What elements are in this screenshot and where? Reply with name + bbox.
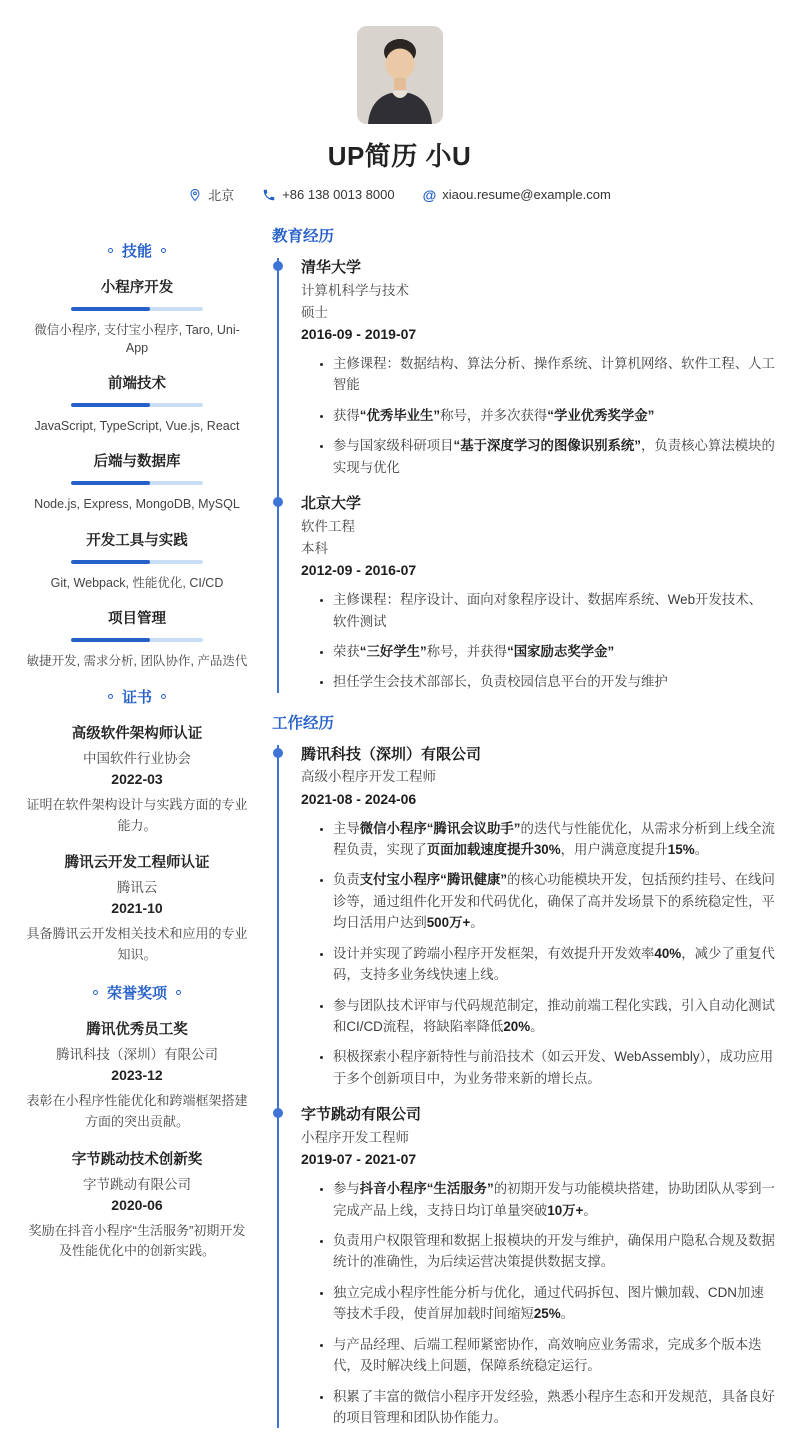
avatar [357, 26, 443, 124]
main-column [272, 224, 775, 1446]
plain-text: 的初期开发与功能模块搭建，协助团队从零到一完成产品上线，支持日均订单量突破 [333, 1181, 775, 1218]
highlight-text: 25% [533, 1306, 561, 1322]
work-bullet [333, 995, 775, 1038]
timeline-dot-icon [273, 497, 283, 507]
plain-text: 主修课程：程序设计、面向对象程序设计、数据库系统、Web开发技术、软件测试 [333, 592, 763, 629]
skill-detail: JavaScript, TypeScript, Vue.js, React [34, 419, 240, 434]
work-period: 2021-08 - 2024-06 [301, 790, 417, 807]
education-entry [279, 258, 775, 478]
honor-desc: 奖励在抖音小程序“生活服务”初期开发及性能优化中的创新实践。 [28, 1222, 246, 1259]
work-section [272, 711, 775, 1429]
skill-name: 项目管理 [108, 610, 166, 627]
dot-icon [161, 248, 166, 253]
sidebar [24, 224, 250, 1446]
resume-body [0, 224, 799, 1446]
plain-text: 。 [470, 915, 484, 931]
skill-detail: 微信小程序, 支付宝小程序, Taro, Uni-App [34, 323, 240, 356]
skill-detail: 敏捷开发, 需求分析, 团队协作, 产品迭代 [26, 653, 248, 668]
work-bullet [333, 869, 775, 933]
timeline-dot-icon [273, 1108, 283, 1118]
work-section-title: 工作经历 [272, 714, 335, 732]
education-section-title: 教育经历 [272, 228, 335, 245]
plain-text: 主修课程：数据结构、算法分析、操作系统、计算机网络、软件工程、人工智能 [333, 355, 775, 393]
work-bullet [333, 1178, 775, 1221]
dot-icon [108, 694, 113, 699]
plain-text: 积极探索小程序新特性与前沿技术（如云开发、WebAssembly），成功应用于多个创新项目中，为业务带来新的增长点。 [333, 1049, 774, 1086]
school-name: 清华大学 [301, 259, 362, 276]
education-bullet-list [301, 353, 775, 478]
email-text: xiaou.resume@example.com [442, 187, 611, 202]
skill-item [24, 450, 250, 513]
plain-text: 。 [694, 841, 708, 857]
highlight-text: 15% [667, 841, 695, 857]
location-pin-icon [188, 188, 202, 202]
highlight-text: “学业优秀奖学金” [547, 407, 655, 423]
skill-bar [71, 638, 203, 642]
education-timeline [277, 258, 775, 693]
education-bullet [333, 405, 775, 426]
work-bullet [333, 1046, 775, 1089]
work-bullet [333, 818, 775, 861]
work-bullet [333, 1230, 775, 1273]
skill-item [24, 529, 250, 592]
education-bullet [333, 435, 775, 478]
work-bullet-list [301, 1178, 775, 1428]
role-text: 小程序开发工程师 [301, 1129, 409, 1145]
certificates-section-title [24, 686, 250, 707]
honors-section [24, 982, 250, 1262]
plain-text: 与产品经理、后端工程师紧密协作，高效响应业务需求，完成多个版本迭代，及时解决线上问题，保障系统稳定运行。 [333, 1336, 762, 1374]
plain-text: 的核心功能模块开发，包括预约挂号、在线问诊等，通过组件化开发和代码优化，确保了高并发场景下的系统稳定性，平均日活用户达到 [333, 872, 775, 931]
honor-date: 2023-12 [111, 1066, 163, 1083]
education-bullet [333, 671, 775, 692]
skill-name: 前端技术 [108, 376, 166, 393]
contact-location [188, 185, 234, 204]
plain-text: 参与 [333, 1181, 360, 1197]
company-name: 腾讯科技（深圳）有限公司 [301, 745, 482, 763]
highlight-text: 支付宝小程序“腾讯健康” [359, 872, 508, 888]
work-bullet [333, 1334, 775, 1377]
education-bullet-list [301, 589, 775, 693]
candidate-name: UP简历 小U [327, 141, 472, 171]
education-period: 2012-09 - 2016-07 [301, 562, 417, 579]
highlight-text: “国家励志奖学金” [507, 643, 615, 659]
education-period: 2016-09 - 2019-07 [301, 325, 417, 342]
honor-name: 腾讯优秀员工奖 [86, 1021, 188, 1038]
skill-bar-fill [71, 560, 150, 564]
work-timeline [277, 745, 775, 1429]
plain-text: 的迭代与性能优化，从需求分析到上线全流程负责，实现了 [333, 820, 775, 857]
work-period: 2019-07 - 2021-07 [301, 1151, 417, 1168]
certificate-desc: 具备腾讯云开发相关技术和应用的专业知识。 [26, 926, 248, 963]
plain-text: 荣获 [333, 643, 360, 659]
work-bullet [333, 1386, 775, 1429]
plain-text: 参与国家级科研项目 [333, 438, 454, 454]
highlight-text: 10万+ [547, 1202, 584, 1218]
timeline-dot-icon [273, 748, 283, 758]
plain-text: ，负责核心算法模块的实现与优化 [333, 438, 775, 475]
location-text: 北京 [208, 188, 235, 203]
highlight-text: 500万+ [426, 915, 471, 931]
highlight-text: 页面加载速度提升30% [426, 841, 561, 857]
skill-name: 小程序开发 [100, 280, 174, 296]
highlight-text: “三好学生” [359, 643, 427, 659]
role-text: 高级小程序开发工程师 [301, 769, 436, 785]
dot-icon [93, 990, 98, 995]
skill-name: 开发工具与实践 [86, 532, 188, 549]
honor-date: 2020-06 [111, 1196, 163, 1213]
degree-text: 本科 [301, 540, 328, 556]
skill-bar-fill [71, 638, 150, 642]
plain-text: 积累了丰富的微信小程序开发经验，熟悉小程序生态和开发规范，具备良好的项目管理和团队协作能力。 [333, 1388, 775, 1425]
skills-section-title [24, 240, 250, 261]
skill-name: 后端与数据库 [93, 454, 181, 471]
certificates-title-text: 证书 [121, 688, 152, 706]
education-bullet [333, 353, 775, 396]
work-entry [279, 1105, 775, 1428]
skill-item [24, 372, 250, 435]
skill-bar-fill [71, 481, 150, 485]
education-bullet [333, 641, 775, 662]
skill-detail: Node.js, Express, MongoDB, MySQL [34, 497, 240, 512]
skill-bar-fill [71, 307, 150, 311]
skills-section [24, 240, 250, 670]
work-bullet [333, 1282, 775, 1325]
plain-text: 负责 [333, 872, 360, 888]
skill-bar [71, 560, 203, 564]
honor-issuer: 字节跳动有限公司 [83, 1176, 191, 1192]
contact-email [423, 187, 611, 203]
highlight-text: 20% [503, 1019, 531, 1035]
certificate-date: 2022-03 [111, 770, 163, 787]
skill-bar [71, 403, 203, 407]
skills-title-text: 技能 [121, 243, 152, 260]
skill-item [24, 607, 250, 670]
honor-desc: 表彰在小程序性能优化和跨端框架搭建方面的突出贡献。 [26, 1092, 248, 1129]
plain-text: 。 [560, 1306, 575, 1322]
contact-row [0, 185, 799, 204]
work-bullet [333, 943, 775, 986]
plain-text: 担任学生会技术部部长，负责校园信息平台的开发与维护 [333, 674, 668, 690]
plain-text: 。 [583, 1202, 597, 1218]
certificates-section [24, 686, 250, 966]
plain-text: 称号，并多次获得 [440, 407, 548, 423]
plain-text: 主导 [333, 820, 360, 836]
honors-section-title [24, 982, 250, 1003]
highlight-text: 抖音小程序“生活服务” [359, 1181, 494, 1197]
skill-bar [71, 481, 203, 485]
certificate-date: 2021-10 [111, 900, 163, 917]
certificate-name: 高级软件架构师认证 [71, 725, 203, 742]
plain-text: 称号，并获得 [426, 643, 508, 659]
phone-icon [262, 188, 276, 202]
education-bullet [333, 589, 775, 632]
honor-item [24, 1148, 250, 1263]
honors-title-text: 荣誉奖项 [106, 984, 167, 1002]
plain-text: ，减少了重复代码，支持多业务线快速上线。 [333, 945, 775, 983]
company-name: 字节跳动有限公司 [301, 1106, 422, 1124]
certificate-name: 腾讯云开发工程师认证 [64, 855, 210, 872]
plain-text: 独立完成小程序性能分析与优化，通过代码拆包、图片懒加载、CDN加速等技术手段，使首屏加载时间缩短 [333, 1284, 764, 1322]
highlight-text: “基于深度学习的图像识别系统” [453, 438, 641, 454]
phone-text: +86 138 0013 8000 [282, 187, 395, 202]
major-text: 计算机科学与技术 [301, 282, 409, 298]
honor-item [24, 1018, 250, 1133]
certificate-item [24, 722, 250, 837]
skill-bar [71, 307, 203, 311]
dot-icon [176, 990, 181, 995]
certificate-desc: 证明在软件架构设计与实践方面的专业能力。 [26, 796, 248, 833]
highlight-text: “优秀毕业生” [359, 407, 441, 423]
plain-text: 参与团队技术评审与代码规范制定，推动前端工程化实践，引入自动化测试和CI/CD流程，将缺陷率降低 [333, 997, 775, 1035]
certificate-issuer: 腾讯云 [116, 880, 158, 896]
plain-text: ，用户满意度提升 [560, 841, 668, 857]
resume-header [0, 26, 799, 204]
work-entry [279, 745, 775, 1090]
skill-bar-fill [71, 403, 150, 407]
profile-photo [357, 26, 443, 124]
major-text: 软件工程 [301, 518, 355, 534]
plain-text: 。 [530, 1019, 544, 1035]
education-section [272, 224, 775, 693]
dot-icon [108, 248, 113, 253]
timeline-dot-icon [273, 261, 283, 271]
plain-text: 负责用户权限管理和数据上报模块的开发与维护，确保用户隐私合规及数据统计的准确性，为后续运营决策提供数据支撑。 [333, 1232, 775, 1270]
school-name: 北京大学 [301, 495, 362, 513]
honor-name: 字节跳动技术创新奖 [71, 1151, 203, 1168]
plain-text: 获得 [333, 407, 360, 423]
skill-detail: Git, Webpack, 性能优化, CI/CD [50, 575, 224, 590]
highlight-text: 微信小程序“腾讯会议助手” [359, 820, 521, 836]
work-bullet-list [301, 818, 775, 1090]
degree-text: 硕士 [301, 304, 328, 320]
dot-icon [161, 694, 166, 699]
highlight-text: 40% [654, 945, 682, 961]
plain-text: 设计并实现了跨端小程序开发框架，有效提升开发效率 [333, 945, 655, 961]
education-entry [279, 494, 775, 693]
contact-phone [262, 187, 394, 202]
certificate-item [24, 851, 250, 966]
certificate-issuer: 中国软件行业协会 [83, 750, 191, 766]
honor-issuer: 腾讯科技（深圳）有限公司 [56, 1046, 218, 1062]
skill-item [24, 276, 250, 357]
email-at-icon: @ [422, 186, 437, 203]
